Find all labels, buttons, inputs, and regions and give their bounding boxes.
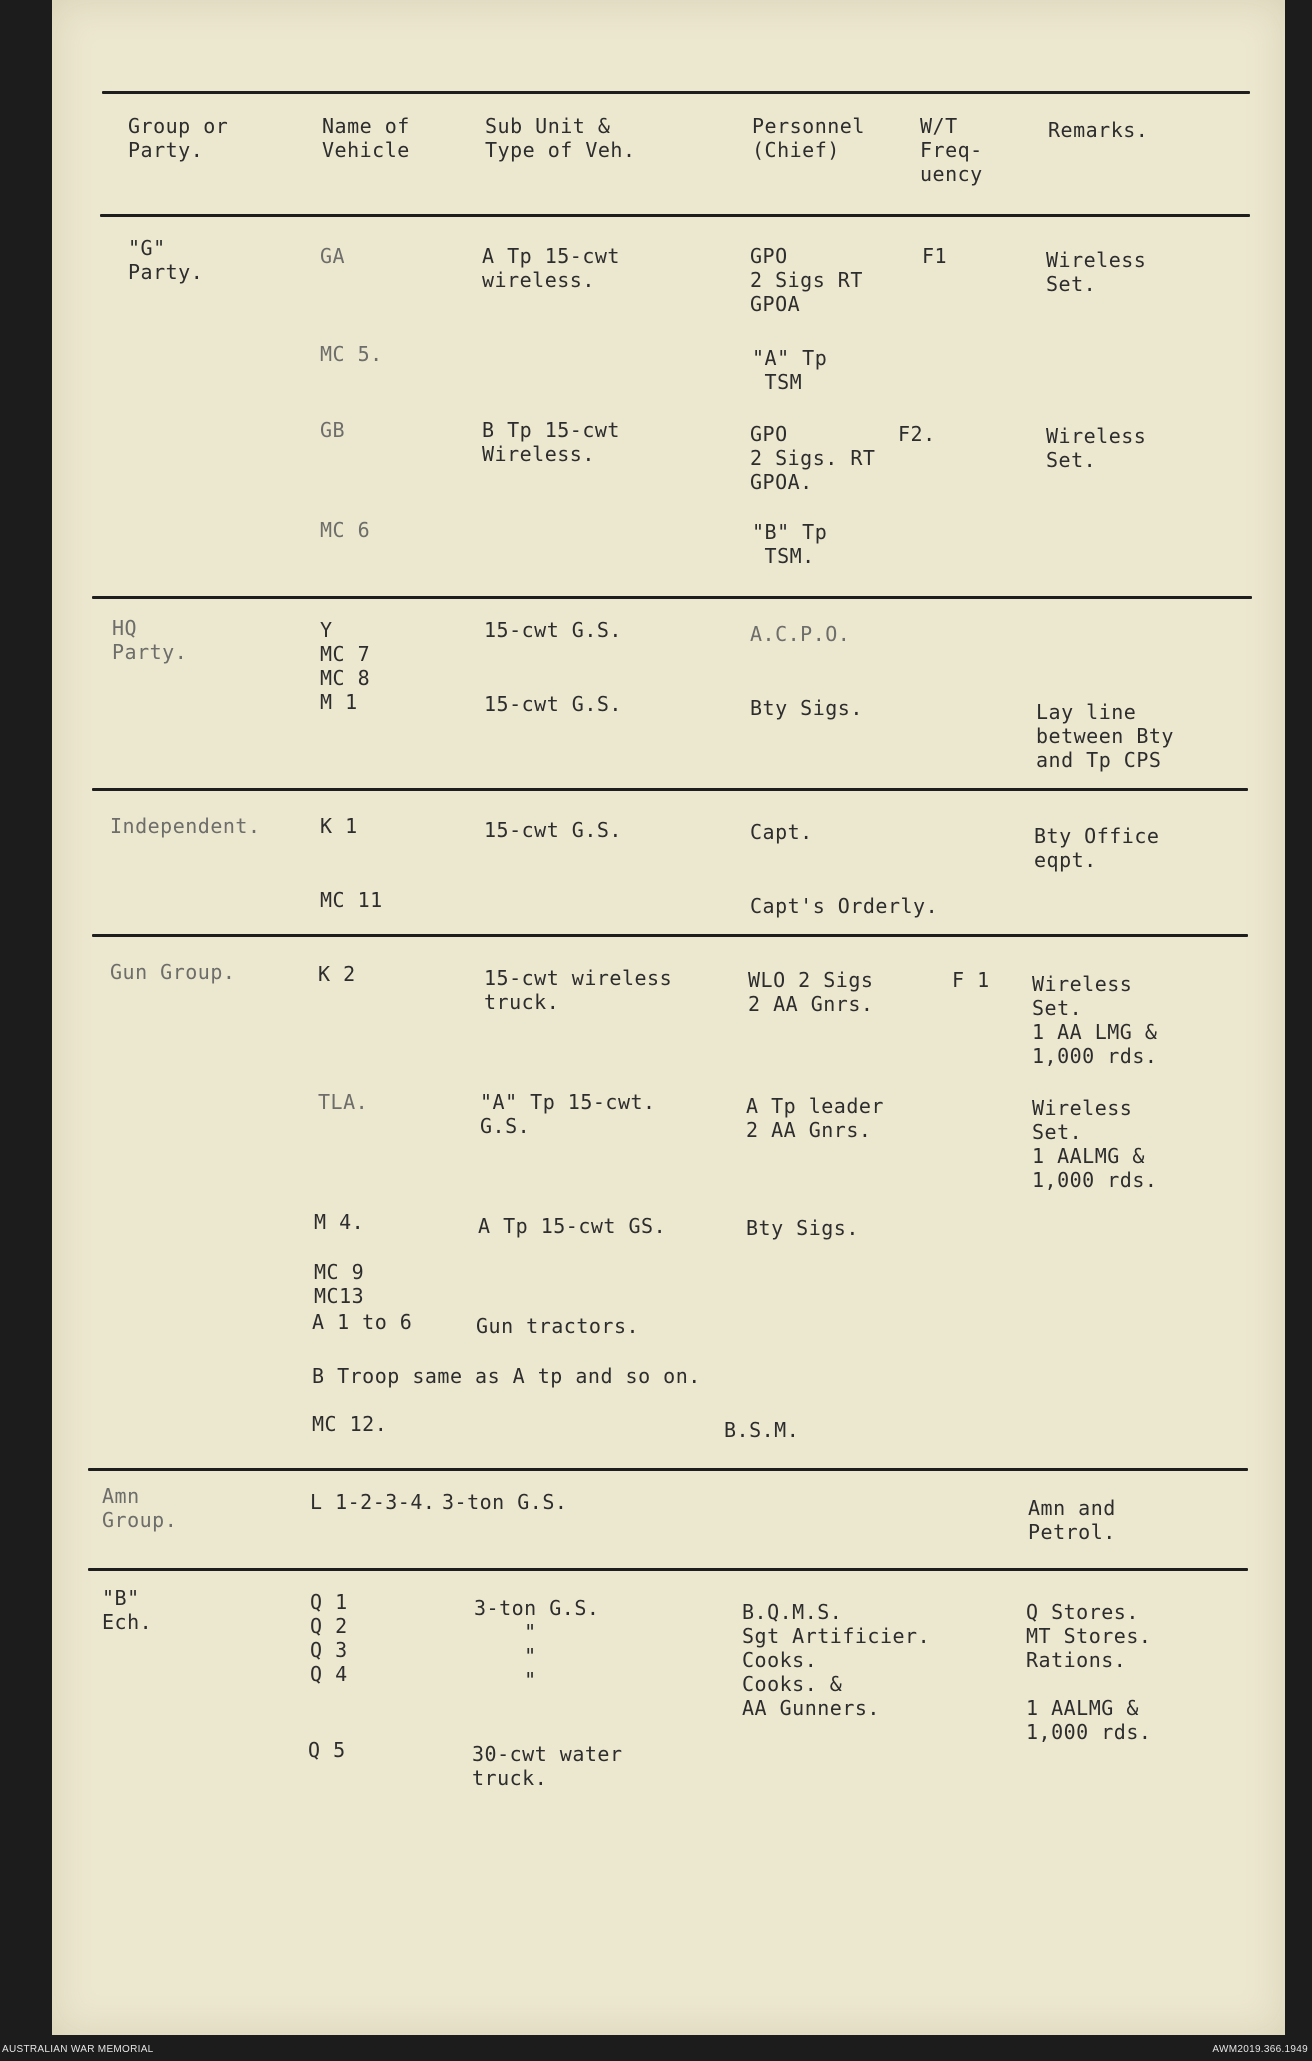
subunit-y: 15-cwt G.S. <box>484 618 622 642</box>
remarks-k1: Bty Office eqpt. <box>1034 824 1160 872</box>
remarks-q1-q4: Q Stores. MT Stores. Rations. 1 AALMG & 1,000 rds. <box>1026 1600 1152 1744</box>
group-b-ech: "B" Ech. <box>102 1586 153 1634</box>
footer-institution: AUSTRALIAN WAR MEMORIAL <box>2 2044 154 2055</box>
header-subunit: Sub Unit & Type of Veh. <box>485 114 636 162</box>
group-amn-group: Amn Group. <box>102 1484 178 1532</box>
remarks-ga: Wireless Set. <box>1046 248 1147 296</box>
personnel-mc11: Capt's Orderly. <box>750 894 939 918</box>
header-group: Group or Party. <box>128 114 229 162</box>
personnel-tla: A Tp leader 2 AA Gnrs. <box>746 1094 884 1142</box>
rule-after-independent <box>92 934 1248 937</box>
vehicle-tla: TLA. <box>318 1090 369 1114</box>
subunit-q1-q4: 3-ton G.S. " " " <box>474 1596 600 1692</box>
vehicle-k2: K 2 <box>318 962 356 986</box>
header-remarks: Remarks. <box>1048 118 1149 142</box>
vehicle-mc5: MC 5. <box>320 342 383 366</box>
vehicle-k1: K 1 <box>320 814 358 838</box>
group-gun-group: Gun Group. <box>110 960 236 984</box>
subunit-tla: "A" Tp 15-cwt. G.S. <box>480 1090 656 1138</box>
personnel-mc6: "B" Tp TSM. <box>752 520 828 568</box>
subunit-k2: 15-cwt wireless truck. <box>484 966 673 1014</box>
wt-ga: F1 <box>922 244 948 268</box>
document-page <box>52 0 1285 2035</box>
personnel-y: A.C.P.O. <box>750 622 851 646</box>
rule-after-amn-group <box>88 1568 1248 1571</box>
subunit-m1: 15-cwt G.S. <box>484 692 622 716</box>
rule-after-hq-party <box>92 788 1248 791</box>
personnel-ga: GPO 2 Sigs RT GPOA <box>750 244 863 316</box>
personnel-q1-q4: B.Q.M.S. Sgt Artificier. Cooks. Cooks. & AA Gunners. <box>742 1600 931 1720</box>
subunit-l1-4: 3-ton G.S. <box>442 1490 568 1514</box>
header-vehicle: Name of Vehicle <box>322 114 410 162</box>
wt-gb: F2. <box>898 422 936 446</box>
personnel-m4: Bty Sigs. <box>746 1216 859 1240</box>
personnel-mc5: "A" Tp TSM <box>752 346 828 394</box>
vehicle-l1-4: L 1-2-3-4. <box>310 1490 436 1514</box>
subunit-ga: A Tp 15-cwt wireless. <box>482 244 620 292</box>
remarks-gb: Wireless Set. <box>1046 424 1147 472</box>
remarks-tla: Wireless Set. 1 AALMG & 1,000 rds. <box>1032 1096 1158 1192</box>
header-wt-frequency: W/T Freq- uency <box>920 114 983 186</box>
group-hq-party: HQ Party. <box>112 616 188 664</box>
vehicle-mc6: MC 6 <box>320 518 371 542</box>
vehicle-q5: Q 5 <box>308 1738 346 1762</box>
subunit-k1: 15-cwt G.S. <box>484 818 622 842</box>
vehicle-m4: M 4. <box>314 1210 365 1234</box>
group-g-party: "G" Party. <box>128 236 204 284</box>
remarks-l1-4: Amn and Petrol. <box>1028 1496 1116 1544</box>
subunit-m4: A Tp 15-cwt GS. <box>478 1214 667 1238</box>
personnel-m1: Bty Sigs. <box>750 696 863 720</box>
vehicle-a1-to-6: A 1 to 6 <box>312 1310 413 1334</box>
vehicle-m1: M 1 <box>320 690 358 714</box>
vehicle-mc12: MC 12. <box>312 1412 388 1436</box>
wt-k2: F 1 <box>952 968 990 992</box>
personnel-k1: Capt. <box>750 820 813 844</box>
subunit-q5: 30-cwt water truck. <box>472 1742 623 1790</box>
group-independent: Independent. <box>110 814 261 838</box>
vehicle-gb: GB <box>320 418 346 442</box>
note-b-troop: B Troop same as A tp and so on. <box>312 1364 701 1388</box>
personnel-gb: GPO 2 Sigs. RT GPOA. <box>750 422 876 494</box>
vehicle-y-mc7-mc8: Y MC 7 MC 8 <box>320 618 371 690</box>
vehicle-q1-q4: Q 1 Q 2 Q 3 Q 4 <box>310 1590 348 1686</box>
header-personnel: Personnel (Chief) <box>752 114 865 162</box>
subunit-gun-tractors: Gun tractors. <box>476 1314 640 1338</box>
remarks-m1: Lay line between Bty and Tp CPS <box>1036 700 1174 772</box>
personnel-k2: WLO 2 Sigs 2 AA Gnrs. <box>748 968 874 1016</box>
rule-header-bottom <box>100 214 1250 217</box>
rule-after-g-party <box>92 596 1252 599</box>
vehicle-mc9-mc13: MC 9 MC13 <box>314 1260 365 1308</box>
subunit-gb: B Tp 15-cwt Wireless. <box>482 418 620 466</box>
vehicle-mc11: MC 11 <box>320 888 383 912</box>
remarks-k2: Wireless Set. 1 AA LMG & 1,000 rds. <box>1032 972 1158 1068</box>
rule-top <box>102 91 1250 94</box>
vehicle-ga: GA <box>320 244 346 268</box>
personnel-mc12: B.S.M. <box>724 1418 800 1442</box>
rule-after-gun-group <box>88 1468 1248 1471</box>
footer-accession-number: AWM2019.366.1949 <box>1212 2044 1308 2055</box>
